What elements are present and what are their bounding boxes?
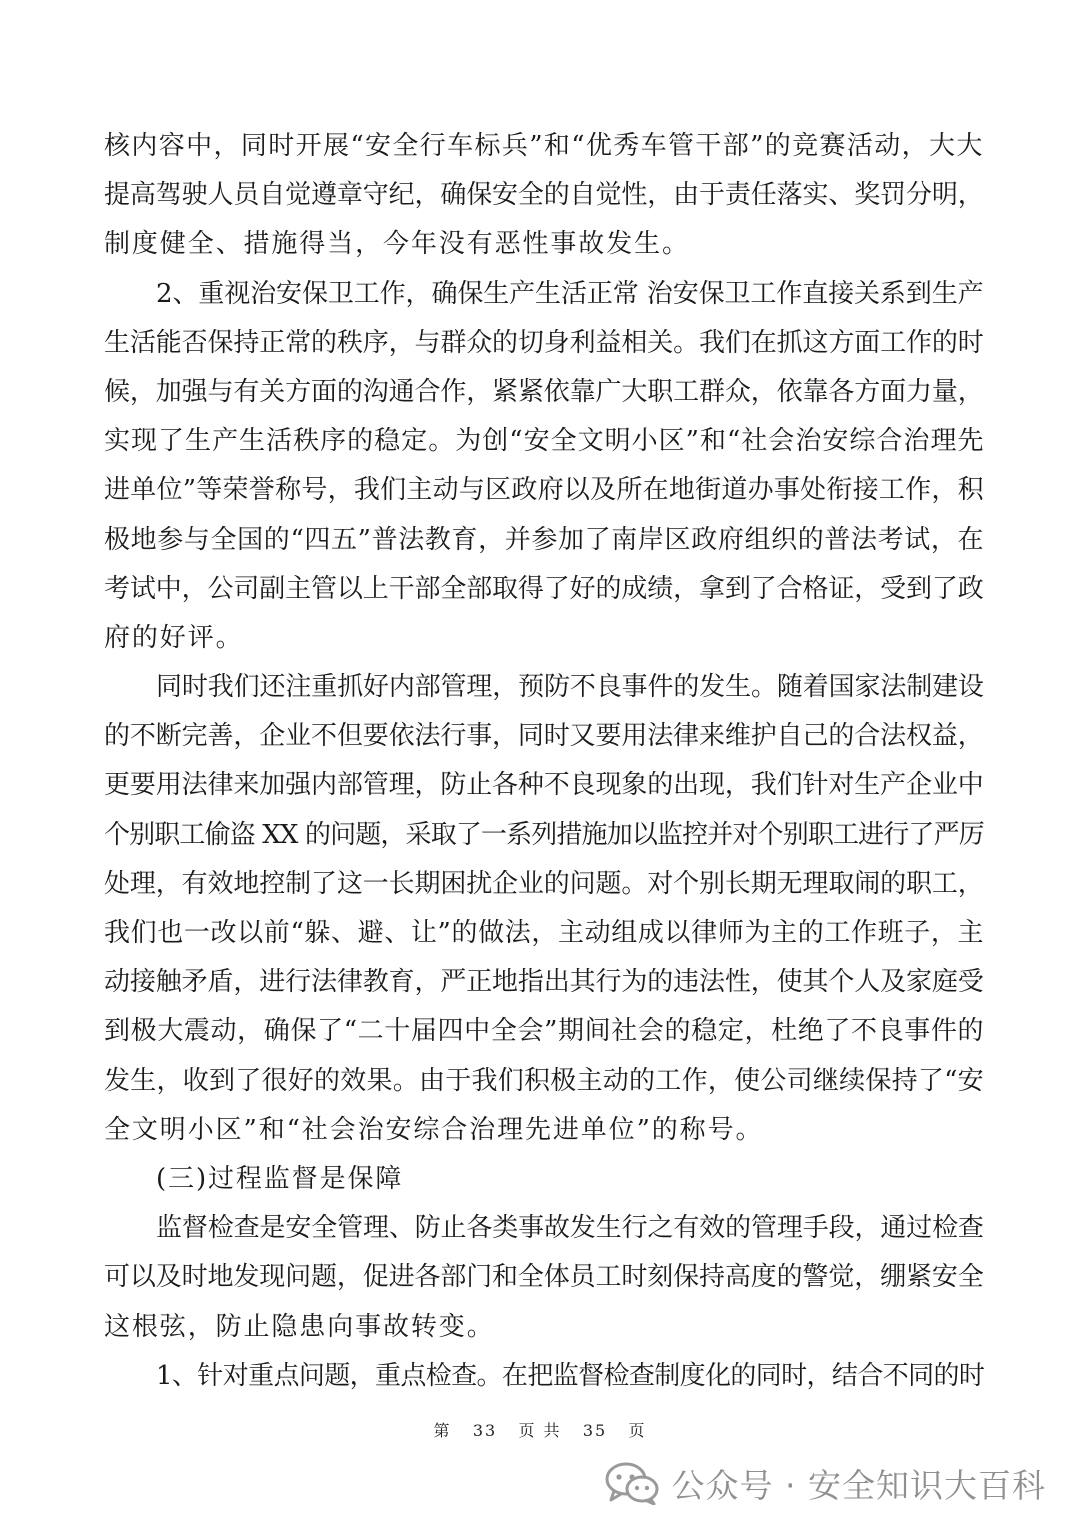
page-total: 35 [582, 1421, 608, 1440]
document-body [104, 122, 984, 1401]
text-line: 府的好评。 [104, 622, 244, 653]
page-current: 33 [472, 1421, 498, 1440]
text-line: 我们也一改以前“躲、避、让”的做法，主动组成以律师为主的工作班子，主 [104, 918, 985, 948]
text-line: 考试中，公司副主管以上干部全部取得了好的成绩，拿到了合格证，受到了政 [104, 573, 984, 604]
text-line: 个别职工偷盗 XX 的问题，采取了一系列措施加以监控并对个别职工进行了严厉 [104, 819, 984, 850]
text-line: 全文明小区”和“社会治安综合治理先进单位”的称号。 [104, 1114, 764, 1145]
page-suffix: 页 [628, 1421, 647, 1440]
paragraph [104, 122, 984, 270]
text-line: 候，加强与有关方面的沟通合作，紧紧依靠广大职工群众，依靠各方面力量， [104, 376, 984, 407]
wechat-icon [604, 1461, 662, 1505]
text-line: (三)过程监督是保障 [156, 1163, 404, 1194]
paragraph [104, 663, 984, 1155]
text-line: 更要用法律来加强内部管理，防止各种不良现象的出现，我们针对生产企业中 [104, 770, 984, 801]
text-line: 极地参与全国的“四五”普法教育，并参加了南岸区政府组织的普法考试，在 [104, 524, 985, 555]
text-line: 监督检查是安全管理、防止各类事故发生行之有效的管理手段，通过检查 [156, 1213, 984, 1244]
text-line: 2、重视治安保卫工作，确保生产生活正常 治安保卫工作直接关系到生产 [156, 278, 984, 309]
text-line: 生活能否保持正常的秩序，与群众的切身利益相关。我们在抓这方面工作的时 [104, 327, 984, 358]
text-line: 进单位”等荣誉称号，我们主动与区政府以及所在地街道办事处衔接工作，积 [104, 475, 984, 506]
text-line: 1、针对重点问题，重点检查。在把监督检查制度化的同时，结合不同的时 [156, 1360, 985, 1391]
paragraph [104, 1204, 984, 1352]
paragraph [104, 1352, 984, 1401]
paragraph [104, 1155, 984, 1204]
text-line: 核内容中，同时开展“安全行车标兵”和“优秀车管干部”的竞赛活动，大大 [104, 131, 984, 161]
watermark-text: 公众号 · 安全知识大百科 [671, 1465, 1046, 1505]
page-mid: 页 共 [518, 1421, 562, 1440]
page-number-footer [0, 1418, 1080, 1441]
text-line: 的不断完善，企业不但要依法行事，同时又要用法律来维护自己的合法权益， [104, 721, 984, 752]
text-line: 可以及时地发现问题，促进各部门和全体员工时刻保持高度的警觉，绷紧安全 [104, 1262, 984, 1293]
paragraph [104, 270, 984, 664]
text-line: 同时我们还注重抓好内部管理，预防不良事件的发生。随着国家法制建设 [156, 672, 984, 703]
text-line: 到极大震动，确保了“二十届四中全会”期间社会的稳定，杜绝了不良事件的 [104, 1016, 985, 1047]
text-line: 制度健全、措施得当，今年没有恶性事故发生。 [104, 229, 690, 260]
text-line: 发生，收到了很好的效果。由于我们积极主动的工作，使公司继续保持了“安 [104, 1065, 984, 1096]
text-line: 处理，有效地控制了这一长期困扰企业的问题。对个别长期无理取闹的职工， [104, 868, 984, 899]
text-line: 提高驾驶人员自觉遵章守纪，确保安全的自觉性，由于责任落实、奖罚分明， [104, 180, 984, 211]
wechat-watermark [604, 1455, 1046, 1511]
text-line: 实现了生产生活秩序的稳定。为创“安全文明小区”和“社会治安综合治理先 [104, 426, 985, 457]
text-line: 动接触矛盾，进行法律教育，严正地指出其行为的违法性，使其个人及家庭受 [104, 967, 984, 998]
page-prefix: 第 [433, 1421, 452, 1440]
text-line: 这根弦，防止隐患向事故转变。 [104, 1311, 495, 1342]
